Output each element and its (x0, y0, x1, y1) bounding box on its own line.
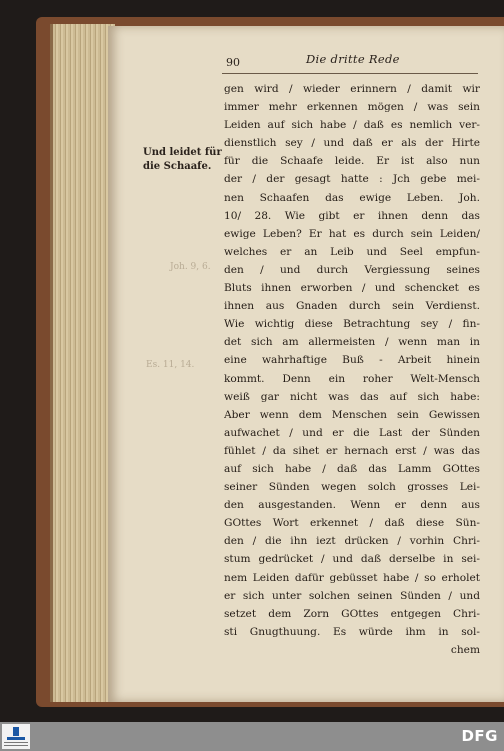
text-line: nem Leiden dafür gebüsset habe / so erholet (224, 571, 480, 584)
text-line: Leiden auf sich habe / daß es nemlich ver- (224, 119, 480, 132)
text-line: Aber wenn dem Menschen sein Gewissen (224, 408, 480, 421)
text-line: seiner Sünden wegen solch grosses Lei- (224, 481, 480, 494)
text-line: kommt. Denn ein roher Welt-Mensch (224, 372, 480, 385)
text-line: det sich am allermeisten / wenn man in (224, 336, 480, 349)
page-edges (50, 24, 115, 702)
library-logo-mark (7, 737, 25, 740)
text-line: welches er an Leib und Seel empfun- (224, 245, 480, 258)
text-line: den ausgestanden. Wenn er denn aus (224, 499, 480, 512)
bleed-through-note: Joh. 9, 6. (170, 262, 211, 272)
text-line: ewige Leben? Er hat es durch sein Leiden/ (224, 227, 480, 240)
text-line: GOttes Wort erkennet / daß diese Sün- (224, 517, 480, 530)
viewer-footer-bar (0, 722, 504, 751)
text-line: dienstlich sey / und daß er als der Hirte (224, 137, 480, 150)
margin-note (143, 146, 222, 174)
text-line: nen Schaafen das ewige Leben. Joh. (224, 191, 480, 204)
library-logo-text (4, 742, 28, 743)
bleed-through-note: Es. 11, 14. (146, 360, 195, 370)
text-line: Bluts ihnen erworben / und schencket es (224, 282, 480, 295)
text-line: stum gedrücket / und daß derselbe in sei- (224, 553, 480, 566)
text-line: gen wird / wieder erinnern / damit wir (224, 83, 480, 95)
text-line: den / die ihn iezt drücken / vorhin Chri- (224, 535, 480, 548)
text-line: immer mehr erkennen mögen / was sein (224, 101, 480, 114)
text-line: den / und durch Vergiessung seines (224, 263, 480, 276)
text-line: für die Schaafe leide. Er ist also nun (224, 155, 480, 168)
header-rule (222, 73, 478, 74)
catchword: chem (450, 643, 480, 656)
text-line: der / der gesagt hatte : Jch gebe mei- (224, 173, 480, 186)
text-line: sti Gnugthuung. Es würde ihm in sol- (224, 625, 480, 638)
text-line: weiß gar nicht was das auf sich habe: (224, 390, 480, 403)
library-logo-mark (13, 727, 19, 736)
running-title: Die dritte Rede (306, 52, 400, 66)
body-text (224, 80, 480, 659)
text-line: er sich unter solchen seinen Sünden / und (224, 589, 480, 602)
text-line: eine wahrhaftige Buß - Arbeit hinein (224, 354, 480, 367)
margin-note-line: die Schaafe. (143, 161, 212, 172)
margin-note-line: Und leidet für (143, 147, 222, 158)
text-line: Wie wichtig diese Betrachtung sey / fin- (224, 318, 480, 331)
text-line: aufwachet / und er die Last der Sünden (224, 426, 480, 439)
dfg-logo[interactable]: DFG (461, 727, 498, 745)
page-number: 90 (226, 56, 240, 69)
text-line: 10/ 28. Wie gibt er ihnen denn das (224, 209, 480, 222)
text-line: ihnen aus Gnaden durch sein Verdienst. (224, 300, 480, 313)
text-line: fühlet / da sihet er hernach erst / was das (224, 444, 480, 457)
text-line: auf sich habe / daß das Lamm GOttes (224, 462, 480, 475)
library-logo[interactable] (2, 724, 30, 749)
text-line: setzet dem Zorn GOttes entgegen Chri- (224, 607, 480, 620)
